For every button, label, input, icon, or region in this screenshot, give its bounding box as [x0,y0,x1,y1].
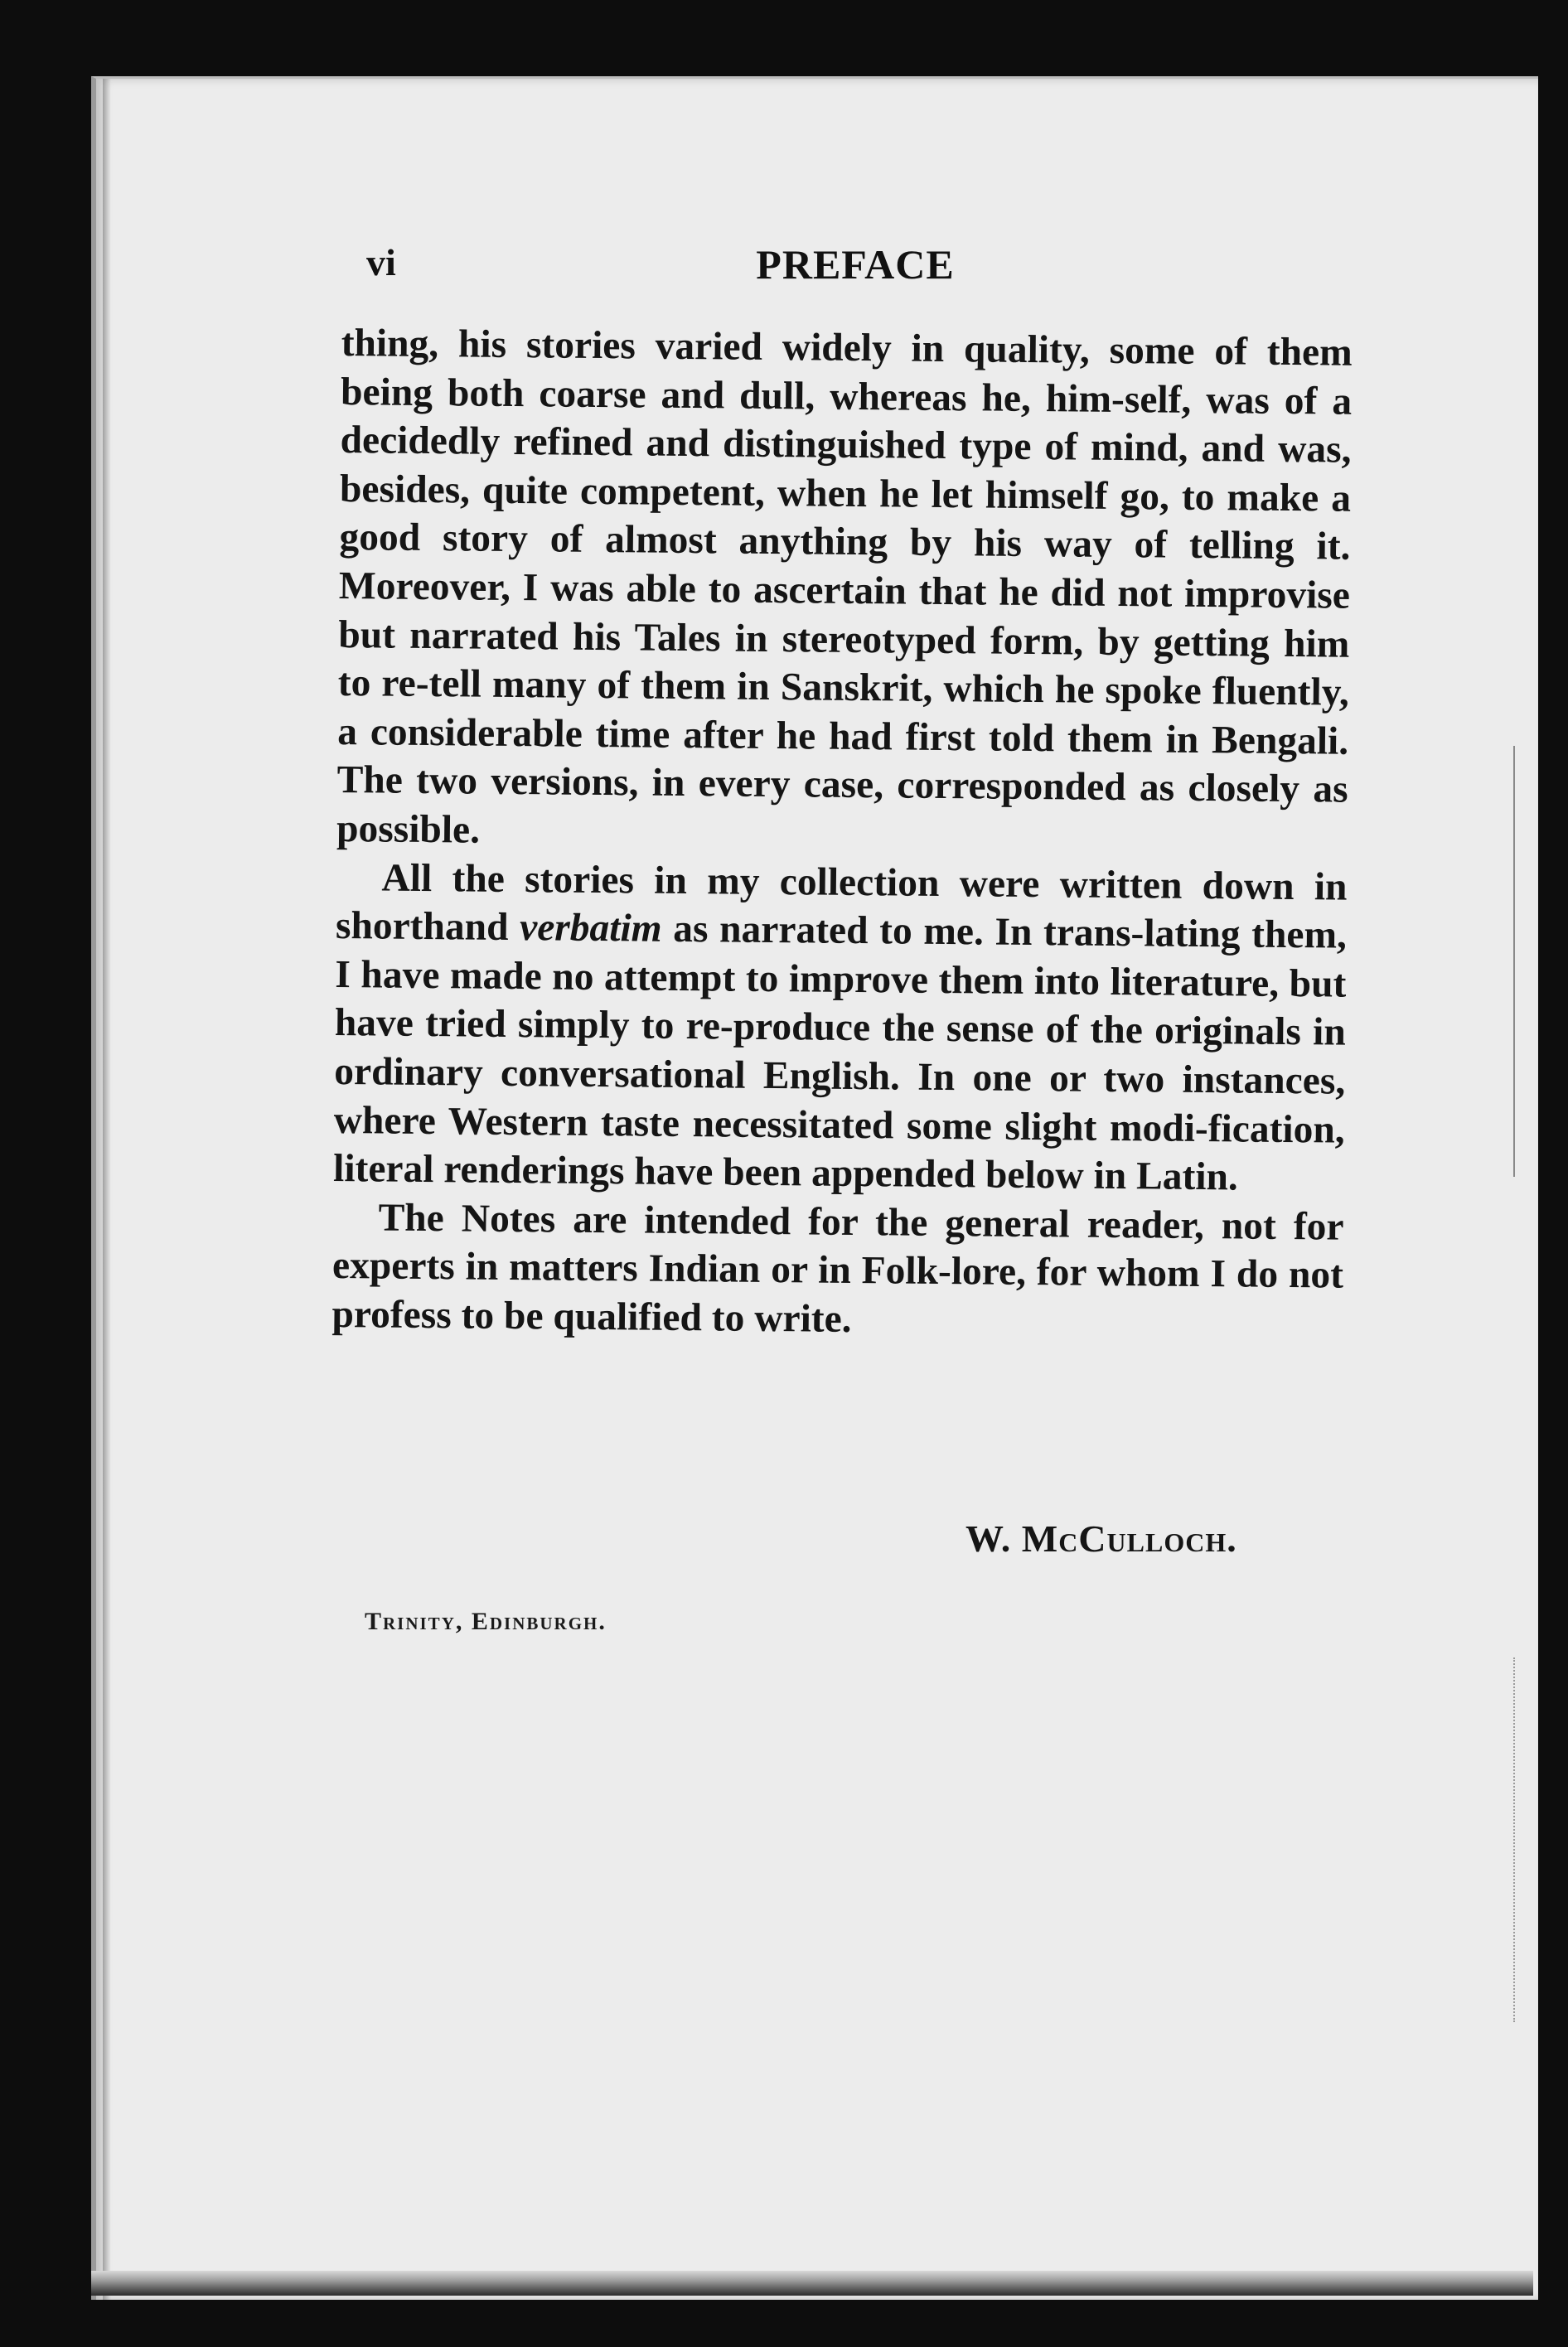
paragraph-2-text-start: All the stories in my collection were written down in shorthand [335,856,1348,950]
body-text [332,319,1353,1348]
author-signature: W. McCulloch. [965,1517,1237,1560]
place-line: Trinity, Edinburgh. [365,1608,607,1635]
page-edge-mark [1513,1657,1522,2022]
page-number: vi [366,241,396,283]
paragraph-3 [332,1193,1344,1348]
paragraph-3-text: The Notes are intended for the general reader, not for experts in matters Indian or in Folk-lore, for whom I do not profess to be qualified to write. [332,1196,1344,1341]
italic-term: verbatim [519,906,662,951]
paragraph-1-text: thing, his stories varied widely in quality, some of them being both coarse and dull, whereas he, him-self, was of a decidedly refined and distinguished type of mind, and was, besides, quite competent, when he let himself go, to make a good story of almost anything by his way of telling it. Moreover, I was able to ascertain that he did not improvise but narrated his Tales in stereotyped form, by getting him to re-tell many of them in Sanskrit, which he spoke fluently, a considerable time after he had first told them in Bengali. The two versions, in every case, corresponded as closely as possible. [336,321,1353,852]
page-bottom-edge [91,2271,1533,2296]
paragraph-2 [333,854,1348,1203]
paragraph-2-text-end: as narrated to me. In trans-lating them, I have made no attempt to improve them into literature, but have tried simply to re-produce the sense of the originals in ordinary conversational English. In one or two instances, where Western taste necessitated some slight modi-fication, literal renderings have been appended below in Latin. [332,907,1348,1199]
paragraph-1 [336,319,1353,863]
running-header [366,240,1344,298]
running-title: PREFACE [756,241,955,288]
page-edge-mark [1513,746,1522,1177]
